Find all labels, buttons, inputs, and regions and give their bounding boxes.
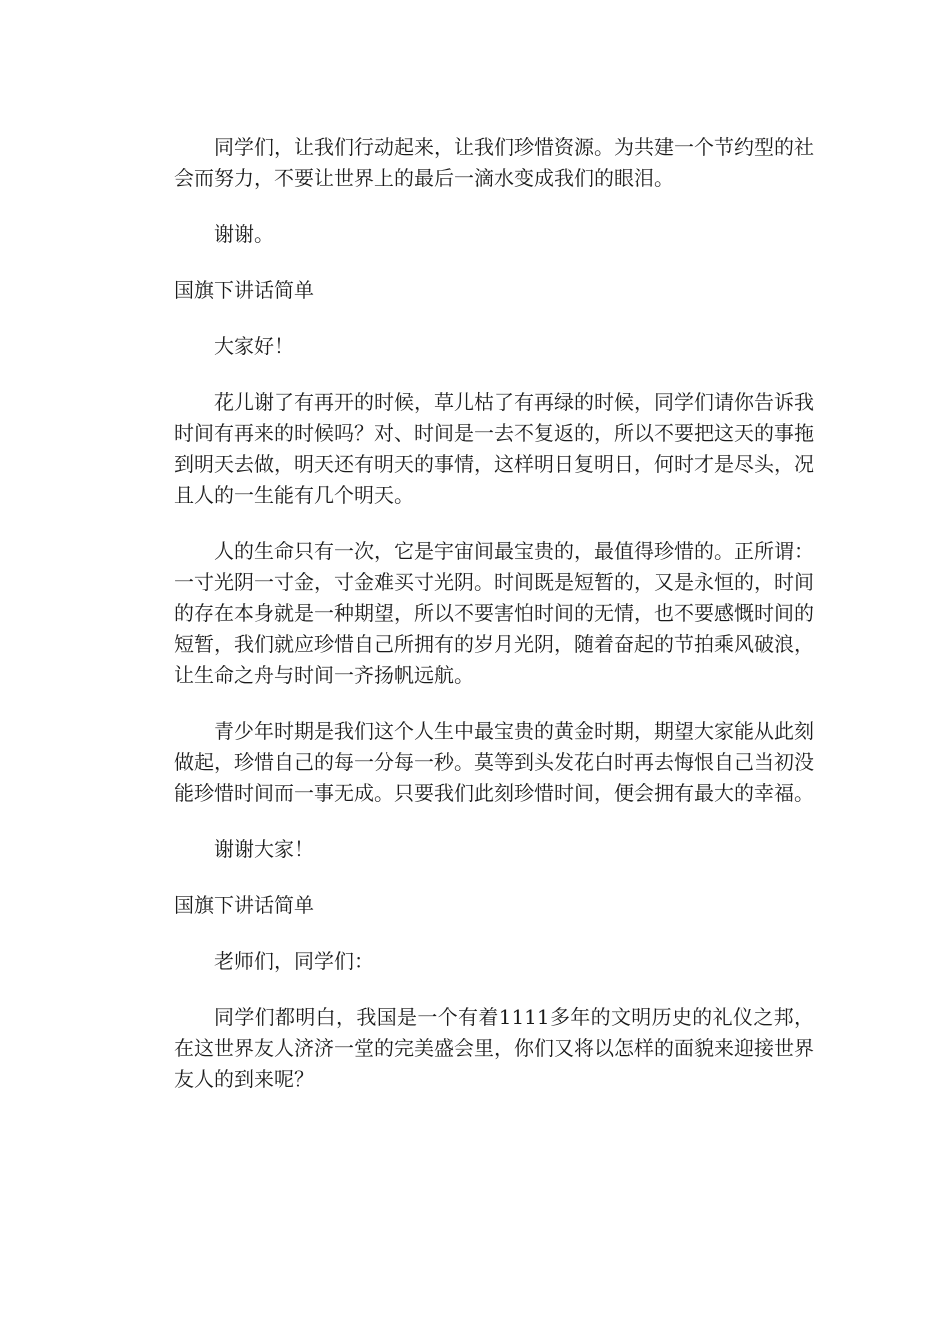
paragraph-thanks-all: 谢谢大家！ [214,837,314,861]
paragraph-closing-appeal: 同学们，让我们行动起来，让我们珍惜资源。为共建一个节约型的社会而努力，不要让世界上的最后一滴水变成我们的眼泪。 [174,135,814,190]
section-heading: 国旗下讲话简单 [174,278,314,302]
paragraph-etiquette: 同学们都明白，我国是一个有着1111多年的文明历史的礼仪之邦，在这世界友人济济一堂的完美盛会里，你们又将以怎样的面貌来迎接世界友人的到来呢？ [174,1005,814,1091]
paragraph-time-flowers: 花儿谢了有再开的时候，草儿枯了有再绿的时候，同学们请你告诉我时间有再来的时候吗？对、时间是一去不复返的，所以不要把这天的事拖到明天去做，明天还有明天的事情，这样明日复明日，何时才是尽头，况且人的一生能有几个明天。 [174,390,814,507]
paragraph-thanks: 谢谢。 [214,222,274,246]
section-heading: 国旗下讲话简单 [174,893,314,917]
document-body [174,132,814,1120]
paragraph-salutation: 老师们，同学们： [214,949,374,973]
paragraph-greeting: 大家好！ [214,334,294,358]
paragraph-youth: 青少年时期是我们这个人生中最宝贵的黄金时期，期望大家能从此刻做起，珍惜自己的每一分每一秒。莫等到头发花白时再去悔恨自己当初没能珍惜时间而一事无成。只要我们此刻珍惜时间，便会拥有最大的幸福。 [174,719,814,805]
paragraph-life-once: 人的生命只有一次，它是宇宙间最宝贵的，最值得珍惜的。正所谓：一寸光阴一寸金，寸金难买寸光阴。时间既是短暂的，又是永恒的，时间的存在本身就是一种期望，所以不要害怕时间的无情，也不要感慨时间的短暂，我们就应珍惜自己所拥有的岁月光阴，随着奋起的节拍乘风破浪，让生命之舟与时间一齐扬帆远航。 [174,539,814,687]
